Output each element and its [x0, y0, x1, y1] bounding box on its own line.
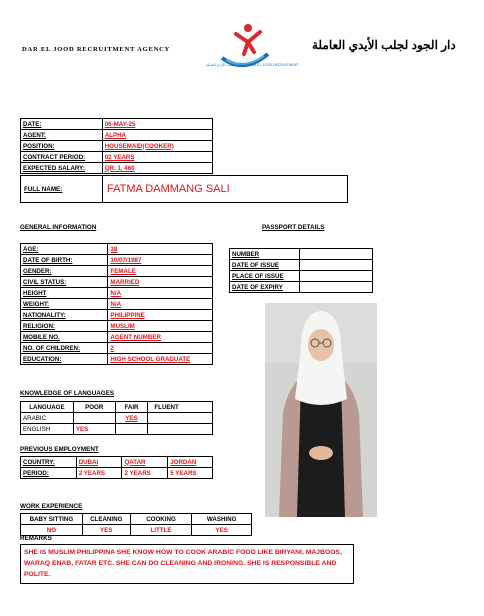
table-row [21, 468, 213, 479]
table-row [21, 424, 213, 435]
basic-value: QR. 1, 460 [102, 163, 212, 174]
basic-label: DATE: [21, 119, 103, 130]
table-row [230, 260, 373, 271]
info-label: DATE OF BIRTH: [21, 255, 108, 266]
info-label: NATIONALITY: [21, 310, 108, 321]
full-name-value: FATMA DAMMANG SALI [107, 183, 230, 195]
table-row [21, 255, 213, 266]
passport-label: NUMBER [230, 249, 300, 260]
agency-name-arabic: دار الجود لجلب الأيدي العاملة [312, 38, 456, 52]
work-header: WASHING [192, 514, 252, 525]
basic-row-position [21, 141, 213, 152]
country-value: DUBAI [76, 457, 122, 468]
lang-poor: YES [73, 424, 115, 435]
basic-value: HOUSEMAID(COOKER) [102, 141, 212, 152]
remarks-text: SHE IS MUSLIM PHILIPPINA SHE KNOW HOW TO COOK ARABIC FOOD LIKE BIRYANI, MAJBOOS, WARAQ ENAB, FATAR ETC. SHE CAN DO CLEANING AND IRONING. SHE IS RESPONSIBLE AND POLITE. [24, 549, 342, 578]
work-header: CLEANING [82, 514, 130, 525]
lang-header: FLUENT [148, 402, 213, 413]
passport-value [299, 271, 372, 282]
work-header: COOKING [130, 514, 192, 525]
period-value: 2 YEARS [76, 468, 122, 479]
basic-row-contract [21, 152, 213, 163]
info-value: MARRIED [108, 277, 213, 288]
info-label: AGE: [21, 244, 108, 255]
employment-title: PREVIOUS EMPLOYMENT [20, 446, 99, 453]
info-value: AGENT NUMBER [108, 332, 213, 343]
general-info-title: GENERAL INFORMATION [20, 224, 97, 231]
lang-name: ARABIC [21, 413, 74, 424]
lang-header: LANGUAGE [21, 402, 74, 413]
passport-title: PASSPORT DETAILS [262, 224, 325, 231]
basic-label: POSITION: [21, 141, 103, 152]
table-row [21, 277, 213, 288]
logo-caption: دار الجود لجلب الأيدي العاملة DAR EL JOOD RECRUITMENT [206, 63, 299, 67]
work-value: YES [82, 525, 130, 536]
info-label: CIVIL STATUS: [21, 277, 108, 288]
basic-info-table [20, 118, 213, 174]
table-row [21, 457, 213, 468]
info-value: PHILIPPINE [108, 310, 213, 321]
passport-value [299, 282, 372, 293]
passport-table [229, 248, 373, 293]
basic-value: 02 YEARS [102, 152, 212, 163]
table-row [21, 321, 213, 332]
lang-fair [115, 424, 148, 435]
employment-table [20, 456, 213, 479]
period-value: 2 YEARS [122, 468, 168, 479]
basic-label: AGENT: [21, 130, 103, 141]
work-experience-title: WORK EXPERIENCE [20, 503, 83, 510]
table-row [21, 299, 213, 310]
candidate-photo-icon [265, 303, 377, 517]
remarks-title: REMARKS [20, 535, 52, 542]
table-row [21, 413, 213, 424]
table-row [21, 525, 252, 536]
work-value: LITTLE [130, 525, 192, 536]
lang-header: FAIR [115, 402, 148, 413]
info-label: MOBILE NO. [21, 332, 108, 343]
period-value: 5 YEARS [168, 468, 213, 479]
passport-value [299, 249, 372, 260]
basic-label: CONTRACT PERIOD: [21, 152, 103, 163]
passport-label: DATE OF EXPIRY [230, 282, 300, 293]
table-row [21, 343, 213, 354]
lang-poor [73, 413, 115, 424]
country-value: JORDAN [168, 457, 213, 468]
table-row [21, 244, 213, 255]
basic-value: ALPHA [102, 130, 212, 141]
basic-row-date [21, 119, 213, 130]
info-value: 2 [108, 343, 213, 354]
info-label: WEIGHT: [21, 299, 108, 310]
candidate-photo [265, 303, 377, 517]
info-value: FEMALE [108, 266, 213, 277]
table-row [21, 514, 252, 525]
work-experience-table [20, 513, 252, 536]
lang-header: POOR [73, 402, 115, 413]
table-row [21, 288, 213, 299]
passport-label: PLACE OF ISSUE [230, 271, 300, 282]
languages-table [20, 401, 213, 435]
table-row [21, 354, 213, 365]
basic-value: 06-MAY-25 [102, 119, 212, 130]
table-row [230, 282, 373, 293]
full-name-label: FULL NAME: [24, 186, 63, 193]
info-label: EDUCATION: [21, 354, 108, 365]
table-row [230, 271, 373, 282]
lang-name: ENGLISH [21, 424, 74, 435]
lang-fluent [148, 424, 213, 435]
agency-name-english: DAR EL JOOD RECRUITMENT AGENCY [22, 46, 171, 53]
general-info-table [20, 243, 213, 365]
remarks-box [20, 544, 354, 584]
table-row [21, 310, 213, 321]
passport-value [299, 260, 372, 271]
basic-label: EXPECTED SALARY: [21, 163, 103, 174]
period-label: PERIOD: [21, 468, 77, 479]
info-value: HIGH SCHOOL GRADUATE [108, 354, 213, 365]
info-value: N/A [108, 288, 213, 299]
table-row [21, 402, 213, 413]
languages-title: KNOWLEDGE OF LANGUAGES [20, 390, 115, 397]
country-label: COUNTRY: [21, 457, 77, 468]
info-label: RELIGION: [21, 321, 108, 332]
work-header: BABY SITTING [21, 514, 83, 525]
info-label: GENDER: [21, 266, 108, 277]
info-value: 38 [108, 244, 213, 255]
basic-row-salary [21, 163, 213, 174]
table-row [230, 249, 373, 260]
table-row [21, 332, 213, 343]
lang-fluent [148, 413, 213, 424]
info-value: 10/07/1987 [108, 255, 213, 266]
info-label: HEIGHT [21, 288, 108, 299]
full-name-box [20, 175, 348, 203]
work-value: YES [192, 525, 252, 536]
info-label: NO. OF CHILDREN: [21, 343, 108, 354]
basic-row-agent [21, 130, 213, 141]
info-value: N/A [108, 299, 213, 310]
info-value: MUSLIM [108, 321, 213, 332]
work-value: NO [21, 525, 83, 536]
passport-label: DATE OF ISSUE [230, 260, 300, 271]
lang-fair: YES [115, 413, 148, 424]
table-row [21, 266, 213, 277]
country-value: QATAR [122, 457, 168, 468]
